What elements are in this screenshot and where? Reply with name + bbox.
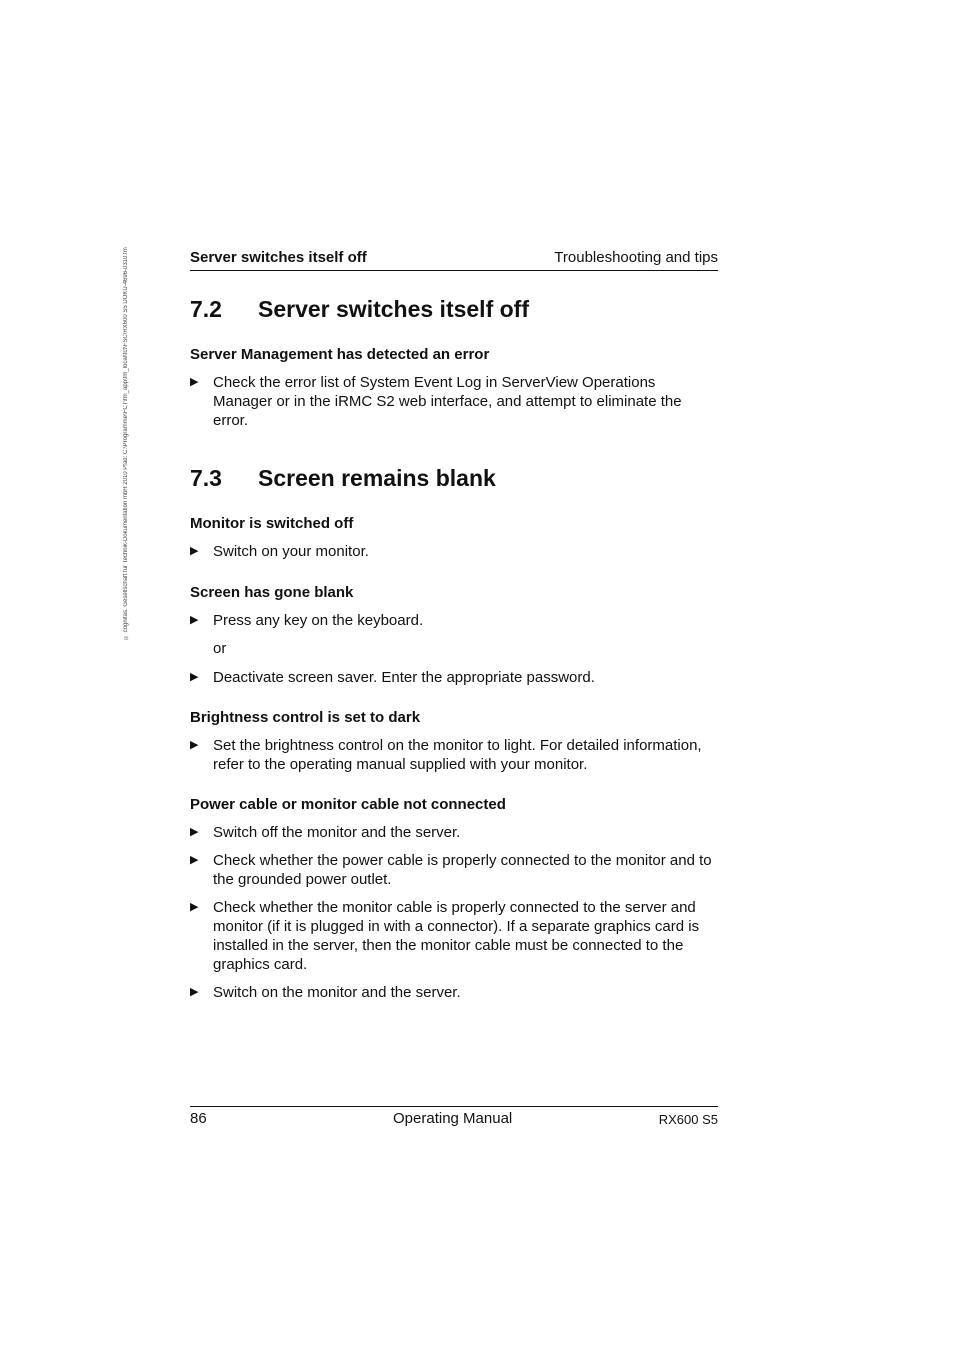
list-item: ▶ Deactivate screen saver. Enter the appropriate password. [190,669,595,686]
subheading: Monitor is switched off [190,515,354,532]
subheading: Screen has gone blank [190,584,354,601]
subheading: Brightness control is set to dark [190,709,421,726]
section-number: 7.3 [190,465,222,491]
side-note: © cognitas. Gesellschaft für Technik-Dokumentation mbH 2010 Pfad: C:\Programme\FCT\fm_app\fm_local\fct\FSC\RX600 S5 DOKU-4696-0310.fm [123,247,129,640]
list-item: ▶ Press any key on the keyboard. [190,612,424,629]
bullet-arrow-icon: ▶ [190,826,199,838]
bullet-arrow-icon: ▶ [190,545,199,557]
list-item: ▶ Check whether the monitor cable is properly connected to the server and monitor (if it is plugged in with a connector). If a separate graphics card is installed in the server, then the monitor cable must be connected to the graphics card. [190,899,700,973]
list-item: ▶ Check whether the power cable is properly connected to the monitor and to the grounded power outlet. [190,852,712,888]
list-item: ▶ Set the brightness control on the monitor to light. For detailed information, refer to the operating manual supplied with your monitor. [190,737,702,773]
section-heading: Server switches itself off [258,296,529,322]
bullet-arrow-icon: ▶ [190,854,199,866]
running-header [190,249,718,271]
running-footer [190,1106,718,1129]
section-7-3 [190,461,718,1002]
footer-title: Operating Manual [393,1110,513,1127]
section-7-2 [190,292,718,430]
section-heading: Screen remains blank [258,465,496,491]
list-item: ▶ Switch on your monitor. [190,543,369,560]
bullet-arrow-icon: ▶ [190,671,199,683]
bullet-arrow-icon: ▶ [190,614,199,626]
page-number: 86 [190,1110,207,1127]
section-title [190,292,718,326]
bullet-arrow-icon: ▶ [190,986,199,998]
subheading: Server Management has detected an error [190,346,490,363]
list-item: ▶ Check the error list of System Event Log in ServerView Operations Manager or in the iRMC S2 web interface, and attempt to eliminate the error. [190,374,682,429]
page-content [190,292,718,1002]
bullet-arrow-icon: ▶ [190,376,199,388]
header-right: Troubleshooting and tips [554,249,718,266]
list-item: ▶ Switch on the monitor and the server. [190,984,461,1001]
subheading: Power cable or monitor cable not connected [190,796,506,813]
or-separator: or [213,640,227,657]
list-item: ▶ Switch off the monitor and the server. [190,824,461,841]
bullet-arrow-icon: ▶ [190,739,199,751]
product-name: RX600 S5 [658,1112,718,1127]
section-title [190,461,718,495]
bullet-arrow-icon: ▶ [190,901,199,913]
section-number: 7.2 [190,296,222,322]
header-left: Server switches itself off [190,249,367,266]
